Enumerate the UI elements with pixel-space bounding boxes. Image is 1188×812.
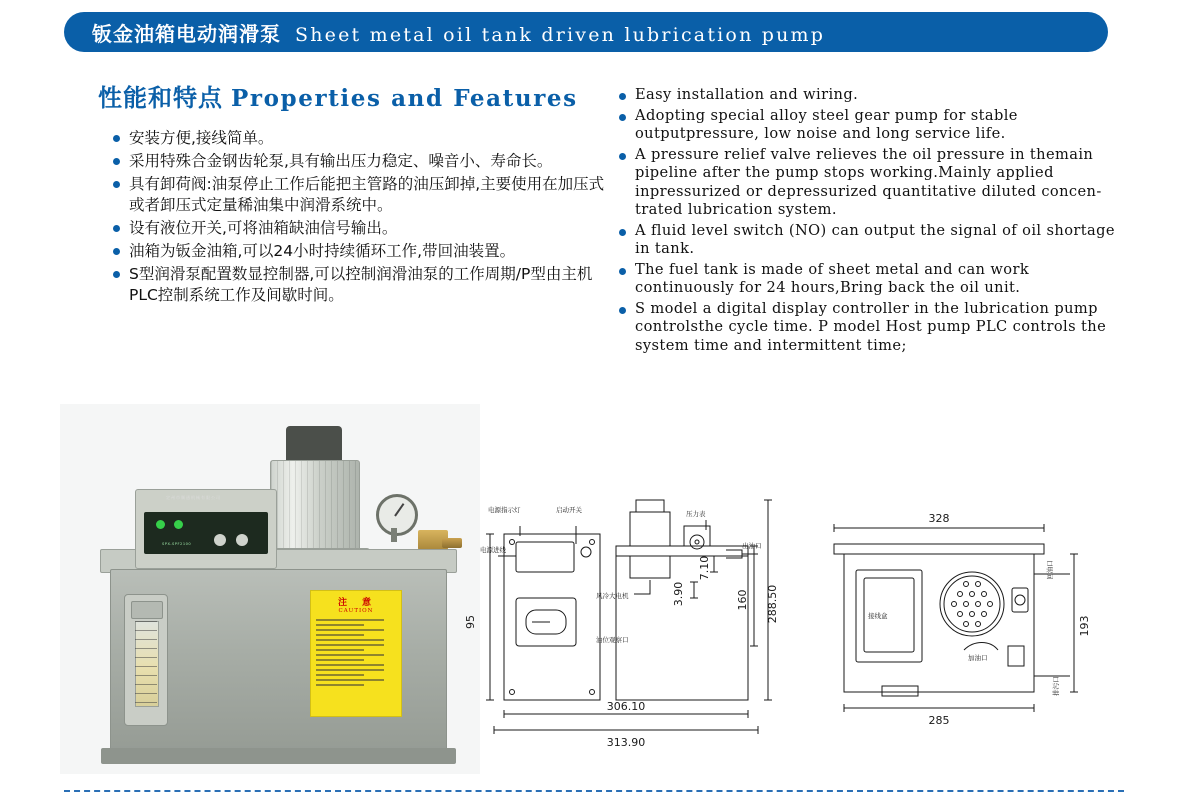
list-item: A fluid level switch (NO) can output the signal of oil shortage in tank. — [618, 222, 1118, 259]
top-view-drawing — [822, 500, 1122, 730]
dim-160: 160 — [736, 589, 749, 611]
banner-title-cn: 钣金油箱电动润滑泵 — [92, 21, 281, 46]
brass-outlet — [442, 538, 462, 548]
caution-title: 注 意 — [337, 598, 374, 608]
list-item: 设有液位开关,可将油箱缺油信号输出。 — [112, 218, 612, 239]
motor-body — [270, 460, 360, 552]
label-oil-outlet: 出油口 — [742, 542, 762, 550]
list-item: S model a digital display controller in the lubrication pump controlsthe cycle time. P model Host pump PLC controls the system time and intermittent time; — [618, 300, 1118, 356]
list-item: 具有卸荷阀:油泵停止工作后能把主管路的油压卸掉,主要使用在加压式或者卸压式定量稀油集中润滑系统中。 — [112, 174, 612, 216]
section-title — [98, 78, 578, 113]
dim-193: 193 — [1078, 615, 1091, 637]
label-fan-motor: 风冷大电机 — [596, 592, 629, 600]
caution-subtitle: CAUTION — [338, 608, 374, 614]
dim-total-height: 288.50 — [766, 584, 779, 624]
dim-306-10: 306.10 — [606, 700, 646, 713]
page-banner — [64, 12, 1108, 52]
dim-95: 95 — [464, 615, 477, 629]
section-title-cn: 性能和特点 — [98, 84, 223, 112]
label-power-indicator: 电源指示灯 — [488, 506, 521, 514]
caution-text-lines — [316, 619, 396, 686]
label-pressure-gauge: 压力表 — [686, 510, 706, 518]
controller-brand: 定州市顺通机械有限公司 — [166, 495, 221, 500]
list-item: 油箱为钣金油箱,可以24小时持续循环工作,带回油装置。 — [112, 241, 612, 262]
label-return-port: 回油口 — [1046, 560, 1054, 580]
label-level-window: 油位观察口 — [596, 636, 629, 644]
dim-7-10: 7.10 — [698, 555, 711, 581]
dim-328: 328 — [928, 512, 950, 525]
dim-313-90: 313.90 — [606, 736, 646, 749]
oil-level-gauge — [124, 594, 168, 726]
led-indicator — [156, 520, 165, 529]
label-start-switch: 启动开关 — [556, 506, 582, 514]
product-photo — [60, 404, 480, 774]
dim-3-90: 3.90 — [672, 581, 685, 607]
list-item: Adopting special alloy steel gear pump for stable outputpressure, low noise and long service life. — [618, 107, 1118, 144]
label-oil-fill: 加油口 — [968, 654, 988, 662]
controller-model: SPX-SPF2100 — [162, 542, 192, 546]
motor-cap — [286, 426, 342, 462]
label-junction-box: 接线盒 — [868, 612, 888, 620]
gauge-ticks — [135, 621, 157, 705]
gauge-cap — [131, 601, 163, 619]
label-power-inlet: 电源进线 — [480, 546, 506, 554]
front-view-drawing — [464, 490, 810, 750]
list-item: 安装方便,接线简单。 — [112, 128, 612, 149]
list-item: Easy installation and wiring. — [618, 86, 1118, 105]
pressure-gauge-icon — [376, 494, 418, 536]
controller-face — [144, 512, 268, 554]
gauge-stem — [391, 528, 397, 542]
control-button[interactable] — [214, 534, 226, 546]
footer-divider — [64, 790, 1124, 792]
features-list-en — [618, 86, 1118, 357]
led-indicator — [174, 520, 183, 529]
list-item: S型润滑泵配置数显控制器,可以控制润滑油泵的工作周期/P型由主机PLC控制系统工作及间歇时间。 — [112, 264, 612, 306]
section-title-en: Properties and Features — [231, 85, 578, 112]
control-button[interactable] — [236, 534, 248, 546]
list-item: The fuel tank is made of sheet metal and can work continuously for 24 hours,Bring back the oil unit. — [618, 261, 1118, 298]
features-list-cn — [112, 128, 612, 308]
dim-285: 285 — [928, 714, 950, 727]
list-item: A pressure relief valve relieves the oil pressure in themain pipeline after the pump stops working.Mainly applied inpressurized or depressurized quantitative diluted concen-trated lubrication system. — [618, 146, 1118, 220]
list-item: 采用特殊合金钢齿轮泵,具有输出压力稳定、噪音小、寿命长。 — [112, 151, 612, 172]
banner-title-en: Sheet metal oil tank driven lubrication pump — [295, 23, 826, 46]
caution-label — [310, 590, 402, 717]
controller-box — [135, 489, 277, 569]
label-drain-port: 排污口 — [1052, 676, 1060, 696]
